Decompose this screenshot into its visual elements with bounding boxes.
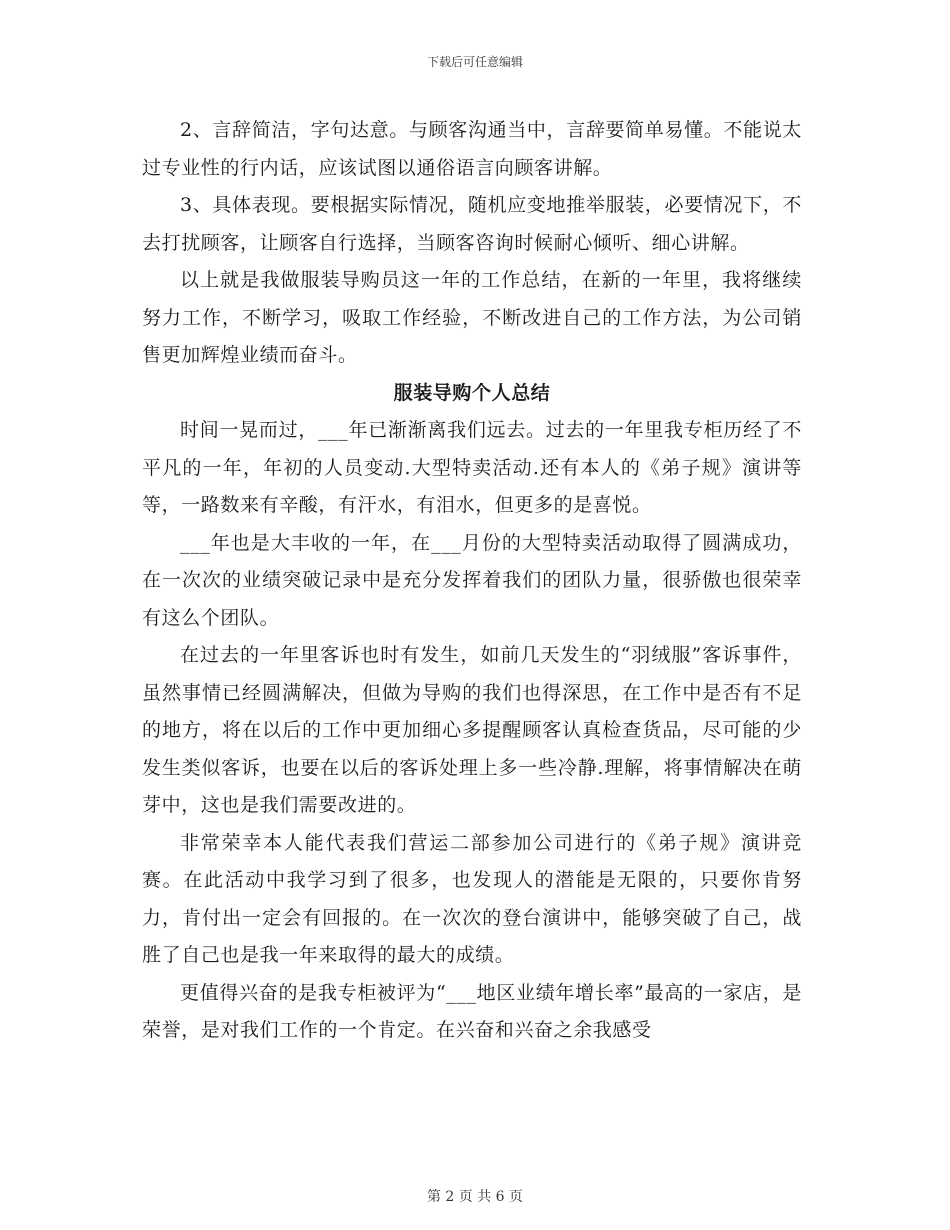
paragraph-point-2: 2、言辞简洁，字句达意。与顾客沟通当中，言辞要简单易懂。不能说太过专业性的行内话，应该试图以通俗语言向顾客讲解。 xyxy=(142,119,802,179)
paragraph-intro: 时间一晃而过，___年已渐渐离我们远去。过去的一年里我专柜历经了不平凡的一年，年初的人员变动.大型特卖活动.还有本人的《弟子规》演讲等等，一路数来有辛酸，有汗水，有泪水，但更多的是喜悦。 xyxy=(142,419,802,516)
paragraph-award: 更值得兴奋的是我专柜被评为“___地区业绩年增长率”最高的一家店，是荣誉，是对我们工作的一个肯定。在兴奋和兴奋之余我感受 xyxy=(142,981,802,1041)
page-header: 下载后可任意编辑 xyxy=(426,55,523,69)
paragraph-point-3: 3、具体表现。要根据实际情况，随机应变地推举服装，必要情况下，不去打扰顾客，让顾客自行选择，当顾客咨询时候耐心倾听、细心讲解。 xyxy=(142,194,802,254)
paragraph-summary-closing: 以上就是我做服装导购员这一年的工作总结，在新的一年里，我将继续努力工作，不断学习，吸取工作经验，不断改进自己的工作方法，为公司销售更加辉煌业绩而奋斗。 xyxy=(142,269,802,366)
section-title: 服装导购个人总结 xyxy=(393,381,551,404)
page-number: 第 2 页 共 6 页 xyxy=(426,1189,524,1205)
paragraph-harvest: ___年也是大丰收的一年，在___月份的大型特卖活动取得了圆满成功，在一次次的业绩突破记录中是充分发挥着我们的团队力量，很骄傲也很荣幸有这么个团队。 xyxy=(142,531,802,629)
document-body xyxy=(142,112,802,1050)
paragraph-complaints: 在过去的一年里客诉也时有发生，如前几天发生的“羽绒服”客诉事件，虽然事情已经圆满解决，但做为导购的我们也得深思，在工作中是否有不足的地方，将在以后的工作中更加细心多提醒顾客认真检查货品，尽可能的少发生类似客诉，也要在以后的客诉处理上多一些冷静.理解，将事情解决在萌芽中，这也是我们需要改进的。 xyxy=(142,644,802,816)
paragraph-speech-contest: 非常荣幸本人能代表我们营运二部参加公司进行的《弟子规》演讲竞赛。在此活动中我学习到了很多，也发现人的潜能是无限的，只要你肯努力，肯付出一定会有回报的。在一次次的登台演讲中，能够突破了自己，战胜了自己也是我一年来取得的最大的成绩。 xyxy=(142,831,802,966)
